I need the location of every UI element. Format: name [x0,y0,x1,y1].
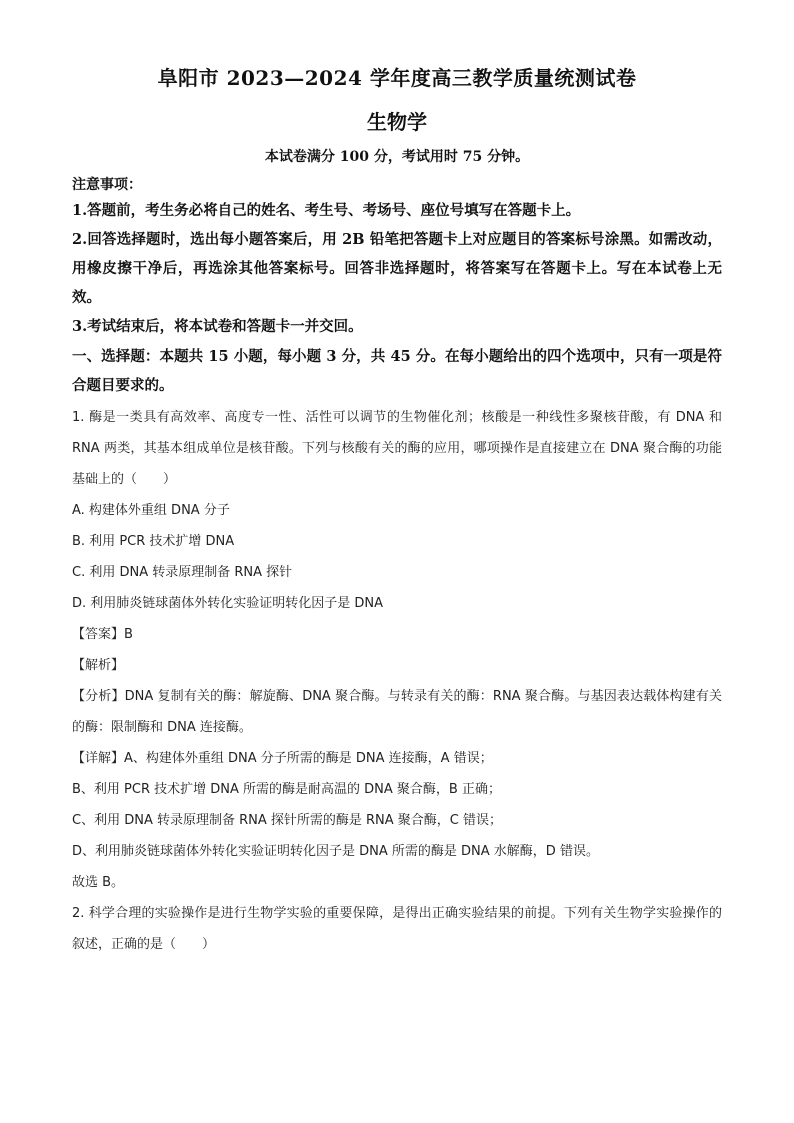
exam-title: 阜阳市 2023—2024 学年度高三教学质量统测试卷 [157,66,637,90]
notes-heading: 注意事项： [72,177,142,193]
note-item-1: 1.答题前，考生务必将自己的姓名、考生号、考场号、座位号填写在答题卡上。 [72,202,581,219]
question-1-detail-b: B、利用 PCR 技术扩增 DNA 所需的酶是耐高温的 DNA 聚合酶，B 正确； [72,782,501,797]
question-1-detail-d: D、利用肺炎链球菌体外转化实验证明转化因子是 DNA 所需的酶是 DNA 水解酶，D 错误。 [72,844,599,859]
question-1-detail-a: 【详解】A、构建体外重组 DNA 分子所需的酶是 DNA 连接酶，A 错误； [72,751,493,766]
note-item-3: 3.考试结束后，将本试卷和答题卡一并交回。 [72,318,363,335]
subject-title: 生物学 [367,110,427,134]
note-item-2: 2.回答选择题时，选出每小题答案后，用 2B 铅笔把答题卡上对应题目的答案标号涂黑。如需改动，用橡皮擦干净后，再选涂其他答案标号。回答非选择题时，将答案写在答题卡上。写在本试卷上无效。 [72,231,722,306]
question-1-stem: 1. 酶是一类具有高效率、高度专一性、活性可以调节的生物催化剂；核酸是一种线性多聚核苷酸，有 DNA 和 RNA 两类，其基本组成单位是核苷酸。下列与核酸有关的酶的应用，哪项操作是直接建立在 DNA 聚合酶的功能基础上的（ ） [72,410,722,487]
question-1-option-d: D. 利用肺炎链球菌体外转化实验证明转化因子是 DNA [72,596,384,611]
question-1-conclusion: 故选 B。 [72,875,125,890]
question-1-analysis-tag: 【解析】 [72,658,125,673]
section-heading: 一、选择题：本题共 15 小题，每小题 3 分，共 45 分。在每小题给出的四个选项中，只有一项是符合题目要求的。 [72,348,722,394]
question-1-detail-c: C、利用 DNA 转录原理制备 RNA 探针所需的酶是 RNA 聚合酶，C 错误； [72,813,503,828]
question-1-option-c: C. 利用 DNA 转录原理制备 RNA 探针 [72,565,293,580]
question-1-option-a: A. 构建体外重组 DNA 分子 [72,503,230,518]
exam-meta: 本试卷满分 100 分，考试用时 75 分钟。 [264,149,530,165]
question-2-stem: 2. 科学合理的实验操作是进行生物学实验的重要保障，是得出正确实验结果的前提。下列有关生物学实验操作的叙述，正确的是（ ） [72,906,722,952]
exam-page [72,62,722,960]
question-1-analysis: 【分析】DNA 复制有关的酶：解旋酶、DNA 聚合酶。与转录有关的酶：RNA 聚合酶。与基因表达载体构建有关的酶：限制酶和 DNA 连接酶。 [72,689,722,735]
question-1-option-b: B. 利用 PCR 技术扩增 DNA [72,534,235,549]
question-1-answer: 【答案】B [72,627,133,642]
